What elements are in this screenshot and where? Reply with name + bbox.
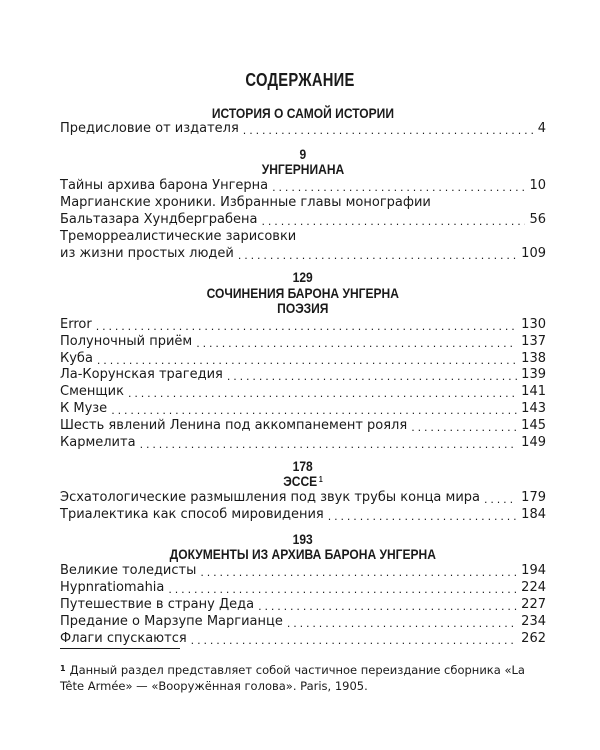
section-page-number: 129	[292, 269, 314, 285]
entry-title: Бальтазара Хундберграбена	[60, 212, 258, 227]
toc-entry[interactable]	[60, 366, 546, 384]
toc-entry[interactable]	[60, 333, 546, 351]
entry-page: 227	[521, 597, 546, 612]
dot-leader	[96, 320, 517, 334]
entry-title: К Музе	[60, 401, 108, 416]
entry-title: Hypnratiomahia	[60, 580, 165, 595]
entry-title: Кармелита	[60, 435, 136, 450]
entry-page: 4	[537, 121, 546, 136]
footnote-reference[interactable]: 1	[318, 475, 323, 484]
entry-title: Эсхатологические размышления под звук трубы конца мира	[60, 490, 480, 505]
toc-entry[interactable]	[60, 211, 546, 229]
entry-page: 138	[521, 351, 546, 366]
entry-title: Шесть явлений Ленина под аккомпанемент рояля	[60, 418, 408, 433]
section-heading: ИСТОРИЯ О САМОЙ ИСТОРИИ	[211, 105, 395, 121]
entry-title: Error	[60, 317, 92, 332]
dot-leader	[128, 387, 517, 401]
entry-title: Великие толедисты	[60, 563, 197, 578]
footnote-text: Данный раздел представляет собой частичное переиздание сборника «La Tête Armée» — «Вооружённая голова». Paris, 1905.	[60, 663, 525, 693]
dot-leader	[140, 438, 518, 452]
entry-page: 149	[521, 435, 546, 450]
entry-page: 262	[521, 631, 546, 646]
entry-page: 184	[521, 507, 546, 522]
section-page-number: 178	[292, 458, 314, 474]
toc-entry[interactable]	[60, 613, 546, 631]
entry-title: Куба	[60, 351, 93, 366]
entry-title: Тайны архива барона Унгерна	[60, 178, 269, 193]
toc-entry[interactable]	[60, 383, 546, 401]
section-page-number: 9	[299, 146, 307, 162]
dot-leader	[196, 337, 517, 351]
entry-page: 56	[529, 212, 546, 227]
toc-entry[interactable]	[60, 400, 546, 418]
toc-entry[interactable]	[60, 417, 546, 435]
toc-entry[interactable]	[60, 120, 546, 138]
entry-page: 179	[521, 490, 546, 505]
toc-entry[interactable]	[60, 596, 546, 614]
entry-title: из жизни простых людей	[60, 246, 234, 261]
entry-title: Путешествие в страну Деда	[60, 597, 255, 612]
dot-leader	[272, 181, 525, 195]
dot-leader	[111, 404, 517, 418]
entry-page: 130	[521, 317, 546, 332]
entry-title: Ла-Корунская трагедия	[60, 367, 223, 382]
dot-leader	[238, 249, 517, 263]
toc-entry[interactable]	[60, 434, 546, 452]
toc-entry[interactable]	[60, 245, 546, 263]
dot-leader	[200, 566, 517, 580]
toc-entry[interactable]	[60, 562, 546, 580]
entry-page: 109	[521, 246, 546, 261]
dot-leader	[191, 634, 518, 648]
toc-entry[interactable]	[60, 506, 546, 524]
dot-leader	[258, 600, 517, 614]
entry-page: 194	[521, 563, 546, 578]
dot-leader	[243, 124, 534, 138]
section-subheading: ПОЭЗИЯ	[277, 300, 329, 316]
dot-leader	[411, 421, 517, 435]
toc-entry[interactable]	[60, 177, 546, 195]
section-heading: УНГЕРНИАНА	[261, 161, 345, 177]
footnote	[60, 662, 546, 694]
section-heading: СОЧИНЕНИЯ БАРОНА УНГЕРНА	[206, 285, 400, 301]
dot-leader	[227, 370, 517, 384]
section-heading: ЭССЕ $^1$	[283, 473, 323, 489]
entry-title: Предание о Марзупе Маргианце	[60, 614, 283, 629]
entry-title: Сменщик	[60, 384, 124, 399]
toc-entry[interactable]	[60, 489, 546, 507]
entry-page: 145	[521, 418, 546, 433]
footnote-divider	[60, 648, 180, 649]
entry-page: 139	[521, 367, 546, 382]
page-title: СОДЕРЖАНИЕ	[245, 70, 355, 90]
dot-leader	[287, 617, 517, 631]
dot-leader	[168, 583, 517, 597]
entry-title: Триалектика как способ мировидения	[60, 507, 324, 522]
entry-page: 143	[521, 401, 546, 416]
dot-leader	[328, 510, 517, 524]
entry-page: 234	[521, 614, 546, 629]
toc-entry[interactable]	[60, 579, 546, 597]
entry-page: 10	[529, 178, 546, 193]
entry-title-line: Маргианские хроники. Избранные главы монографии	[60, 195, 431, 210]
footnote-mark: 1	[60, 664, 66, 673]
dot-leader	[484, 493, 517, 507]
entry-title: Полуночный приём	[60, 334, 193, 349]
dot-leader	[262, 215, 526, 229]
entry-page: 137	[521, 334, 546, 349]
toc-entry[interactable]	[60, 316, 546, 334]
entry-page: 224	[521, 580, 546, 595]
toc-entry[interactable]	[60, 630, 546, 648]
section-page-number: 193	[292, 531, 314, 547]
entry-title: Предисловие от издателя	[60, 121, 239, 136]
section-heading: ДОКУМЕНТЫ ИЗ АРХИВА БАРОНА УНГЕРНА	[169, 546, 437, 562]
entry-title-line: Треморреалистические зарисовки	[60, 229, 297, 244]
entry-title: Флаги спускаются	[60, 631, 187, 646]
entry-page: 141	[521, 384, 546, 399]
